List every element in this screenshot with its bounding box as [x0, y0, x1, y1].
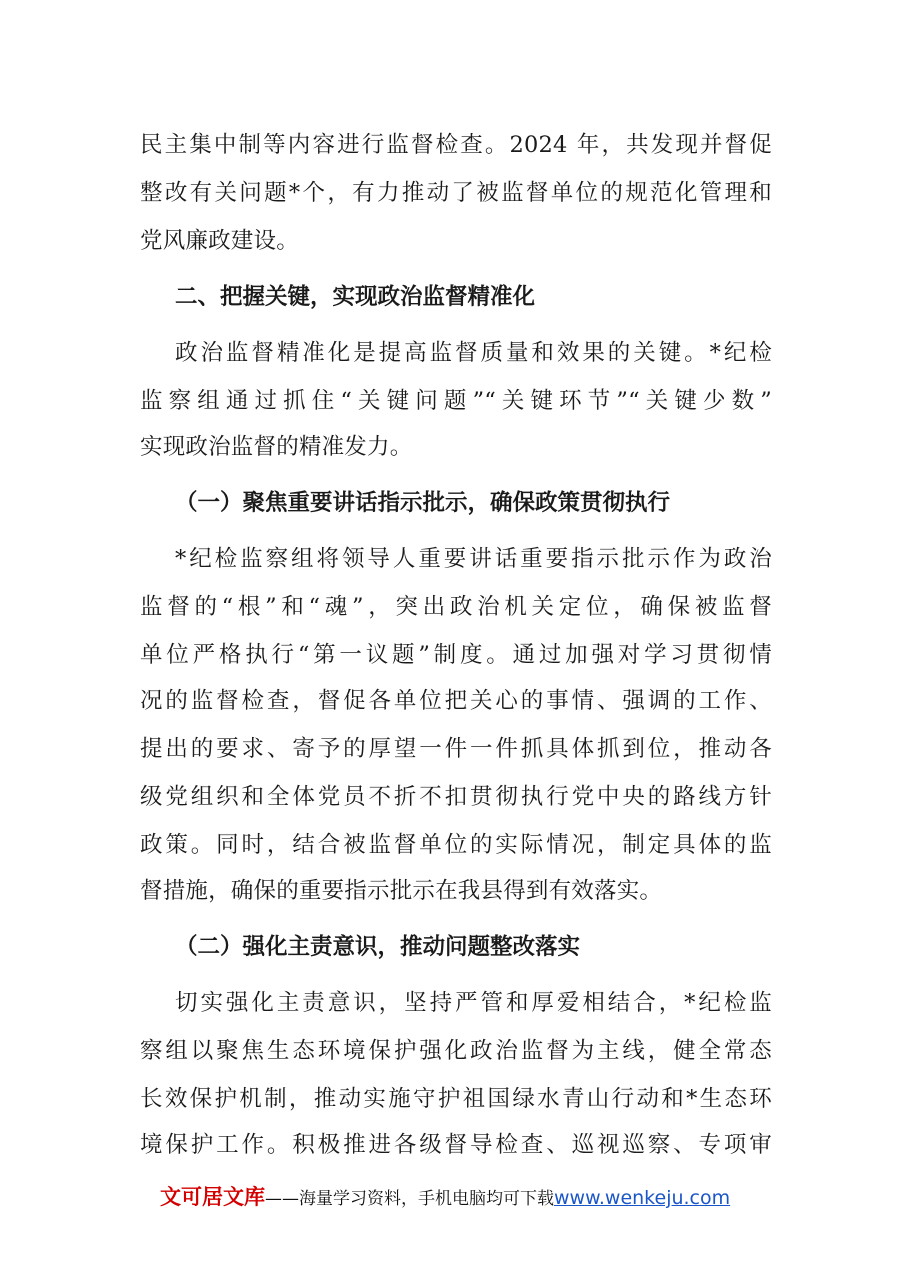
paragraph-line: 政治监督精准化是提高监督质量和效果的关键。*纪检 [175, 340, 772, 366]
subsection-heading: （一）聚焦重要讲话指示批示，确保政策贯彻执行 [175, 490, 671, 516]
paragraph-line: *纪检监察组将领导人重要讲话重要指示批示作为政治 [175, 546, 772, 572]
subsection-heading: （二）强化主责意识，推动问题整改落实 [175, 934, 581, 960]
paragraph-line: 切实强化主责意识，坚持严管和厚爱相结合，*纪检监 [175, 990, 772, 1016]
paragraph-line: 实现政治监督的精准发力。 [140, 434, 413, 460]
paragraph-line: 监察组通过抓住“关键问题”“关键环节”“关键少数” [140, 388, 772, 414]
paragraph-line: 察组以聚焦生态环境保护强化政治监督为主线，健全常态 [140, 1038, 772, 1064]
footer-watermark [160, 1180, 730, 1214]
paragraph-line: 整改有关问题*个，有力推动了被监督单位的规范化管理和 [140, 180, 772, 206]
paragraph-line: 民主集中制等内容进行监督检查。2024 年，共发现并督促 [140, 132, 772, 158]
paragraph-line: 政策。同时，结合被监督单位的实际情况，制定具体的监 [140, 832, 772, 858]
footer-brand: 文可居文库 [160, 1185, 265, 1209]
paragraph-line: 党风廉政建设。 [140, 228, 299, 254]
paragraph-line: 单位严格执行“第一议题”制度。通过加强对学习贯彻情 [140, 642, 772, 668]
footer-link[interactable]: www.wenkeju.com [554, 1187, 731, 1209]
paragraph-line: 况的监督检查，督促各单位把关心的事情、强调的工作、 [140, 688, 772, 714]
paragraph-line: 境保护工作。积极推进各级督导检查、巡视巡察、专项审 [140, 1132, 772, 1158]
paragraph-line: 督措施，确保的重要指示批示在我县得到有效落实。 [140, 878, 663, 904]
paragraph-line: 监督的“根”和“魂”，突出政治机关定位，确保被监督 [140, 594, 772, 620]
paragraph-line: 提出的要求、寄予的厚望一件一件抓具体抓到位，推动各 [140, 736, 772, 762]
section-heading: 二、把握关键，实现政治监督精准化 [175, 284, 536, 310]
footer-tagline: ——海量学习资料，手机电脑均可下载 [265, 1189, 554, 1209]
paragraph-line: 长效保护机制，推动实施守护祖国绿水青山行动和*生态环 [140, 1086, 772, 1112]
paragraph-line: 级党组织和全体党员不折不扣贯彻执行党中央的路线方针 [140, 784, 772, 810]
